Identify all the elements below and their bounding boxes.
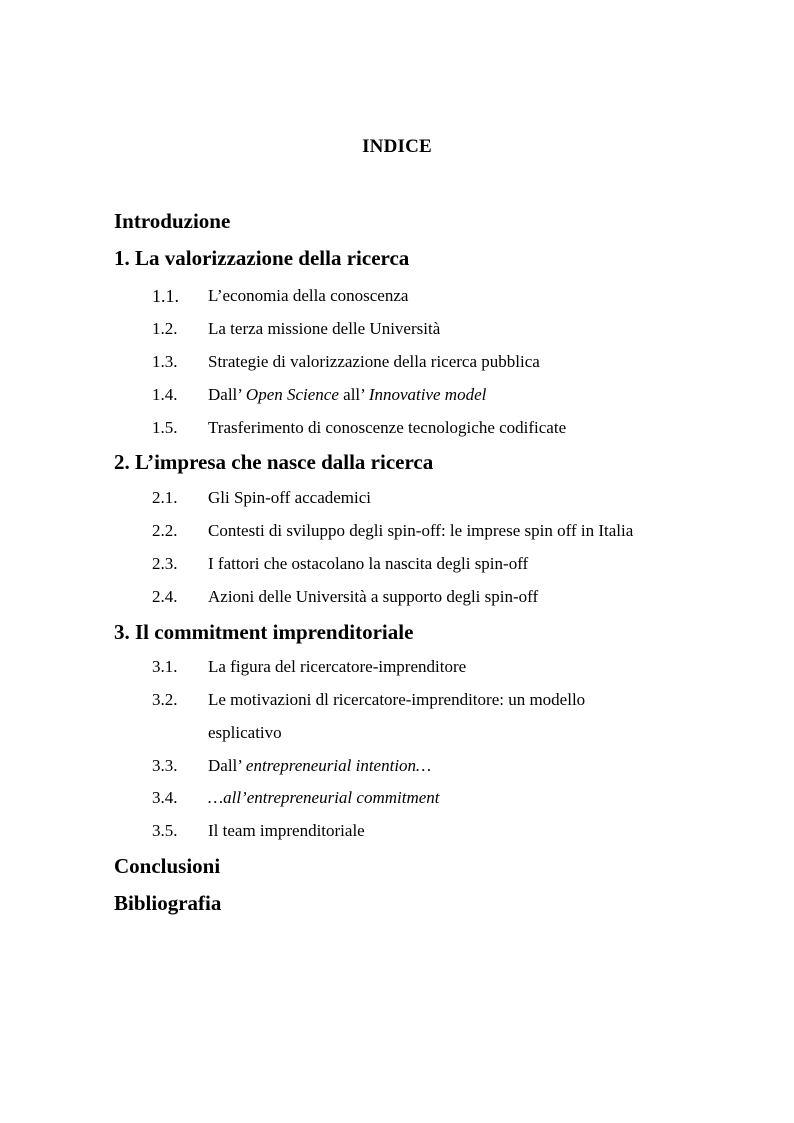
toc-entry-3-1	[0, 657, 794, 681]
toc-entry-1-5	[0, 418, 794, 442]
toc-entry-3-2-continued	[0, 723, 794, 747]
entry-number: 3.1.	[152, 657, 178, 676]
entry-text: Strategie di valorizzazione della ricerca pubblica	[208, 352, 540, 371]
entry-number: 1.5.	[152, 418, 178, 437]
entry-text: Trasferimento di conoscenze tecnologiche codificate	[208, 418, 567, 437]
toc-entry-1-4	[0, 385, 794, 409]
toc-entry-1-1	[0, 286, 794, 310]
entry-text: Contesti di sviluppo degli spin-off: le imprese spin off in Italia	[208, 521, 634, 540]
toc-conclusioni: Conclusioni	[114, 854, 221, 878]
toc-entry-3-2	[0, 690, 794, 714]
entry-number: 3.5.	[152, 821, 178, 840]
entry-text-italic-2: Innovative model	[368, 385, 487, 404]
entry-text: Gli Spin-off accademici	[208, 488, 372, 507]
toc-entry-3-5	[0, 821, 794, 845]
toc-entry-3-4	[0, 788, 794, 812]
entry-text	[208, 788, 440, 808]
toc-entry-2-2	[0, 521, 794, 545]
toc-bibliografia: Bibliografia	[114, 891, 222, 915]
entry-text	[208, 385, 486, 405]
entry-text: Le motivazioni dl ricercatore-imprenditore: un modello	[208, 690, 586, 709]
toc-entry-1-2	[0, 319, 794, 343]
entry-text-italic-1: …all’entrepreneurial commitment	[208, 788, 440, 807]
entry-text: La terza missione delle Università	[208, 319, 441, 338]
entry-number: 1.3.	[152, 352, 178, 371]
entry-text: I fattori che ostacolano la nascita degli spin-off	[208, 554, 529, 573]
entry-text-prefix: Dall’	[208, 385, 246, 404]
entry-text: La figura del ricercatore-imprenditore	[208, 657, 467, 676]
entry-number: 2.3.	[152, 554, 178, 573]
toc-entry-2-1	[0, 488, 794, 512]
toc-entry-3-3	[0, 756, 794, 780]
entry-text: Azioni delle Università a supporto degli spin-off	[208, 587, 539, 606]
entry-number: 1.2.	[152, 319, 178, 338]
entry-number: 3.2.	[152, 690, 178, 709]
entry-number: 1.1.	[152, 286, 179, 306]
entry-text-middle: all’	[338, 385, 369, 404]
toc-chapter-3: 3. Il commitment imprenditoriale	[114, 620, 414, 644]
entry-text-continued: esplicativo	[208, 723, 282, 742]
entry-text: Il team imprenditoriale	[208, 821, 365, 840]
entry-text-italic-1: entrepreneurial intention…	[245, 756, 432, 775]
entry-number: 2.2.	[152, 521, 178, 540]
entry-number: 2.1.	[152, 488, 178, 507]
entry-number: 2.4.	[152, 587, 178, 606]
toc-introduzione: Introduzione	[114, 209, 231, 233]
entry-text	[208, 756, 431, 776]
page-title: INDICE	[362, 136, 432, 157]
toc-chapter-2: 2. L’impresa che nasce dalla ricerca	[114, 450, 434, 474]
toc-entry-2-3	[0, 554, 794, 578]
entry-text-prefix: Dall’	[208, 756, 246, 775]
toc-entry-2-4	[0, 587, 794, 611]
entry-number: 3.4.	[152, 788, 178, 807]
toc-entry-1-3	[0, 352, 794, 376]
entry-number: 3.3.	[152, 756, 178, 775]
entry-text: L’economia della conoscenza	[208, 286, 409, 305]
entry-text-italic-1: Open Science	[245, 385, 339, 404]
toc-chapter-1: 1. La valorizzazione della ricerca	[114, 246, 410, 270]
entry-number: 1.4.	[152, 385, 178, 404]
